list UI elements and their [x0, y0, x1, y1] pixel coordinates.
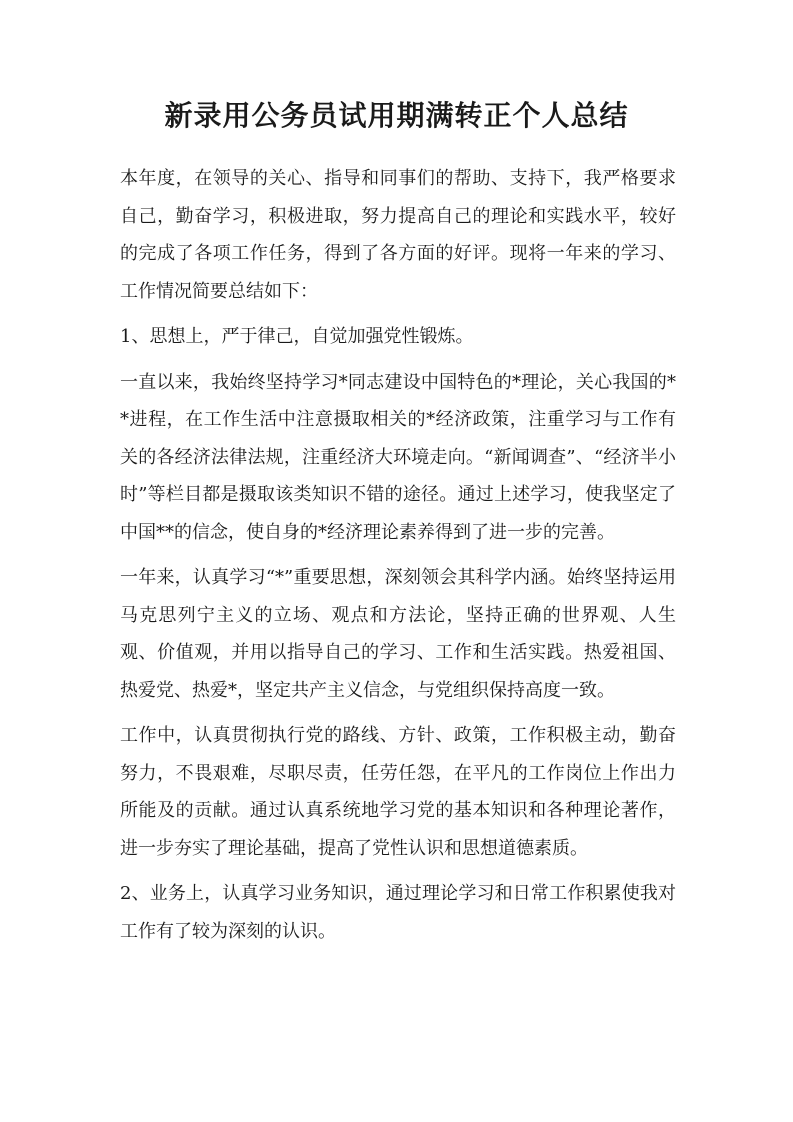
paragraph-section-2-heading: 2、业务上，认真学习业务知识，通过理论学习和日常工作积累使我对工作有了较为深刻的认识。	[120, 883, 676, 942]
paragraph-theory-study: 一直以来，我始终坚持学习*同志建设中国特色的*理论，关心我国的**进程，在工作生活中注意摄取相关的*经济政策，注重学习与工作有关的各经济法律法规，注重经济大环境走向。“新闻调查”、“经济半小时”等栏目都是摄取该类知识不错的途径。通过上述学习，使我坚定了中国**的信念，使自身的*经济理论素养得到了进一步的完善。	[120, 371, 676, 543]
document-title: 新录用公务员试用期满转正个人总结	[164, 99, 629, 132]
paragraph-work-attitude: 工作中，认真贯彻执行党的路线、方针、政策，工作积极主动，勤奋努力，不畏艰难，尽职尽责，任劳任怨，在平凡的工作岗位上作出力所能及的贡献。通过认真系统地学习党的基本知识和各种理论著作，进一步夯实了理论基础，提高了党性认识和思想道德素质。	[120, 725, 676, 859]
paragraph-intro: 本年度，在领导的关心、指导和同事们的帮助、支持下，我严格要求自己，勤奋学习，积极进取，努力提高自己的理论和实践水平，较好的完成了各项工作任务，得到了各方面的好评。现将一年来的学习、工作情况简要总结如下：	[120, 168, 676, 302]
paragraph-section-1-heading: 1、思想上，严于律己，自觉加强党性锻炼。	[120, 326, 474, 347]
document-body	[120, 160, 676, 958]
paragraph-important-thought: 一年来，认真学习“*”重要思想，深刻领会其科学内涵。始终坚持运用马克思列宁主义的立场、观点和方法论，坚持正确的世界观、人生观、价值观，并用以指导自己的学习、工作和生活实践。热爱祖国、热爱党、热爱*，坚定共产主义信念，与党组织保持高度一致。	[120, 567, 676, 701]
